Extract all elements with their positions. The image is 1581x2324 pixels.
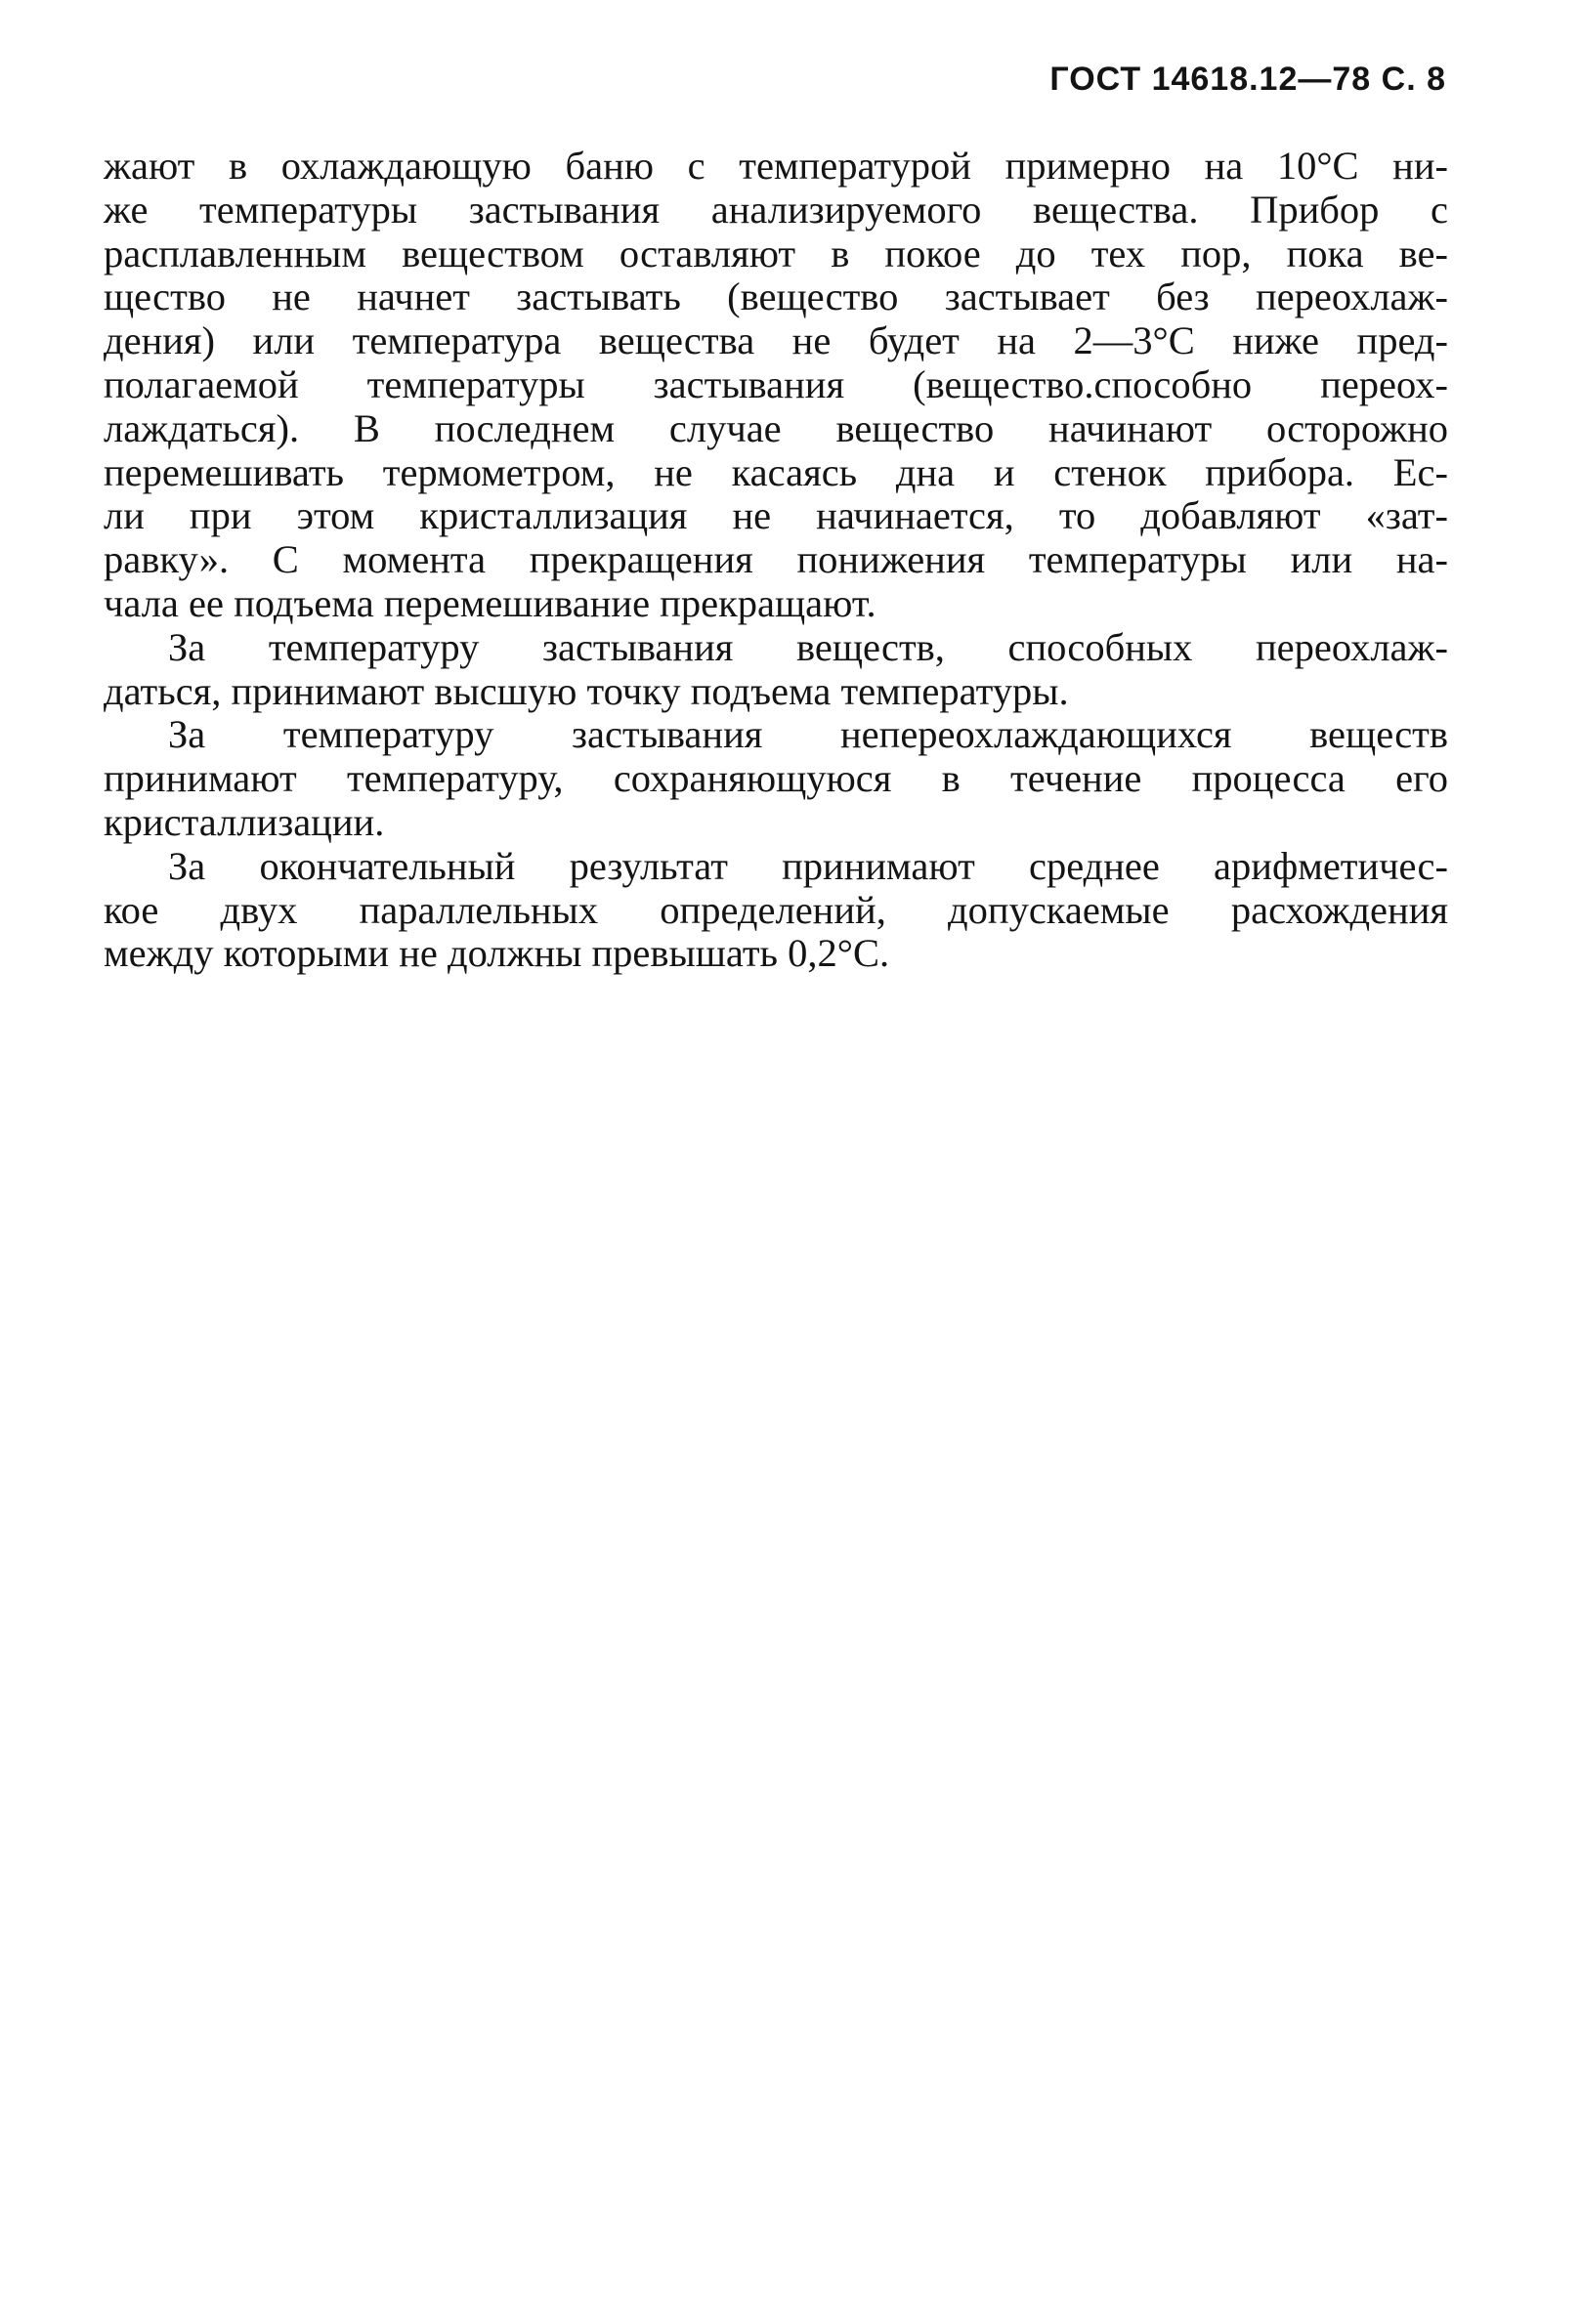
body-text [104, 145, 1448, 976]
text-line: ли при этом кристаллизация не начинается, то добавляют «зат- [104, 493, 1448, 538]
running-header: ГОСТ 14618.12—78 С. 8 [1049, 61, 1446, 98]
text-line: За температуру застывания непереохлаждающихся веществ [168, 712, 1448, 757]
text-line: кое двух параллельных определений, допускаемые расхождения [104, 887, 1448, 932]
text-line: дения) или температура вещества не будет на 2—3°С ниже пред- [104, 318, 1448, 363]
text-line: чала ее подъема перемешивание прекращают. [104, 580, 876, 625]
text-line: равку». С момента прекращения понижения температуры или на- [104, 537, 1448, 582]
text-line: За окончательный результат принимают среднее арифметичес- [168, 843, 1448, 888]
paragraph-cooling-procedure [104, 145, 1448, 626]
paragraph-supercooling-substances [104, 626, 1448, 714]
text-line: принимают температуру, сохраняющуюся в течение процесса его [104, 756, 1448, 801]
text-line: щество не начнет застывать (вещество застывает без переохлаж- [104, 275, 1448, 319]
paragraph-final-result [104, 845, 1448, 976]
text-line: полагаемой температуры застывания (вещество.способно переох- [104, 361, 1448, 406]
text-line: расплавленным веществом оставляют в покое до тех пор, пока ве- [104, 231, 1448, 275]
text-line: кристаллизации. [104, 799, 385, 844]
text-line: жают в охлаждающую баню с температурой примерно на 10°С ни- [104, 144, 1448, 188]
text-line: лаждаться). В последнем случае вещество начинают осторожно [104, 405, 1448, 450]
text-line: же температуры застывания анализируемого вещества. Прибор с [104, 187, 1448, 232]
text-line: даться, принимают высшую точку подъема температуры. [104, 668, 1069, 713]
text-line: перемешивать термометром, не касаясь дна и стенок прибора. Ес- [104, 449, 1448, 494]
text-line: между которыми не должны превышать 0,2°С. [104, 931, 890, 976]
paragraph-non-supercooling-substances [104, 713, 1448, 844]
text-line: За температуру застывания веществ, способных переохлаж- [168, 624, 1448, 669]
